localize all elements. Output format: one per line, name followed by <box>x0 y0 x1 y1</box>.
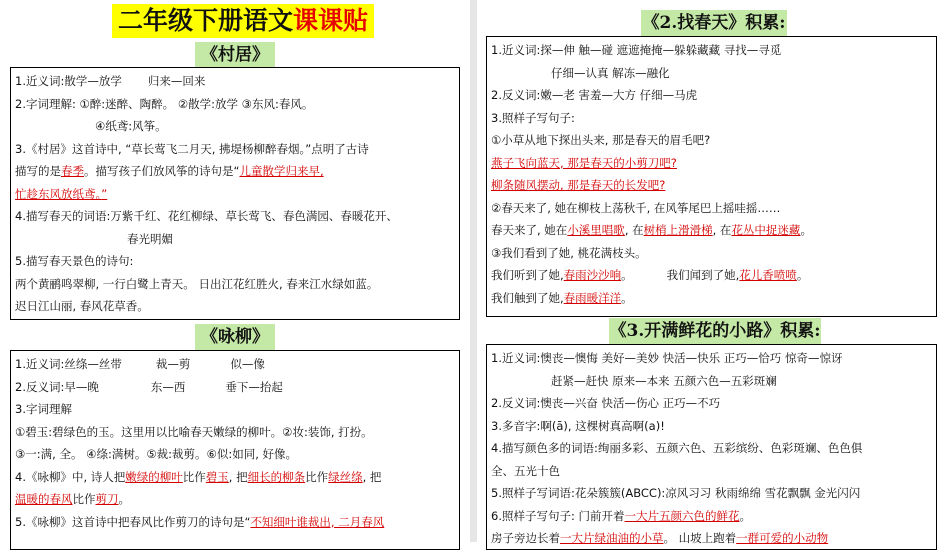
zct-line-10: ③我们看到了她, 桃花满枝头。 <box>491 245 647 260</box>
yongliu-line-5: ③一:满, 全。 ④绦:满树。⑤裁:裁剪。⑥似:如同, 好像。 <box>15 447 298 461</box>
cunju-line-11: 迟日江山丽, 春风花草香。 <box>15 299 149 313</box>
answer: 树梢上滑滑梯 <box>643 223 713 237</box>
right-page <box>477 0 947 545</box>
answer: 一大片绿油油的小草 <box>560 531 664 545</box>
zct-line-3: 2.反义词:嫩—老 害羞—大方 仔细—马虎 <box>491 88 698 102</box>
zct-line-1: 1.近义词:探—伸 触—碰 遮遮掩掩—躲躲藏藏 寻找—寻觅 <box>491 43 782 57</box>
answer: 忙趁东风放纸鸢。 <box>15 186 102 201</box>
answer: 一大片五颜六色的鲜花 <box>624 508 740 523</box>
text: , 在 <box>624 223 644 237</box>
answer: 嫩绿的柳叶 <box>125 469 183 484</box>
answer: 花儿香喷喷 <box>739 268 797 282</box>
zct-line-2: 仔细—认真 解冻—融化 <box>551 65 670 80</box>
cunju-line-10: 两个黄鹂鸣翠柳, 一行白鹭上青天。 日出江花红胜火, 春来江水绿如蓝。 <box>15 276 379 291</box>
answer: 小溪里唱歌 <box>567 223 625 237</box>
zhaochuntian-box <box>486 36 937 317</box>
answer: 燕子飞向蓝天, 那是春天的小剪刀吧? <box>491 155 677 170</box>
answer: 花丛中捉迷藏 <box>731 223 801 237</box>
xl-line-5: 4.描写颜色多的词语:绚丽多彩、五颜六色、五彩缤纷、色彩斑斓、色色俱 <box>491 441 863 455</box>
text: 我们触到了她, <box>491 290 564 305</box>
xiaolu-heading: 《3.开满鲜花的小路》积累: <box>609 318 821 344</box>
zct-line-5: ①小草从地下探出头来, 那是春天的眉毛吧? <box>491 133 711 147</box>
cunju-line-8: 春光明媚 <box>127 231 173 246</box>
cunju-line-5 <box>15 160 455 183</box>
answer: 温暖的春风 <box>15 492 73 506</box>
xl-line-6: 全、五光十色 <box>491 463 560 478</box>
xl-line-7: 5.照样子写词语:花朵簇簇(ABCC):凉风习习 秋雨绵绵 雪花飘飘 金光闪闪 <box>491 486 861 500</box>
answer: 绿丝绦 <box>328 469 363 484</box>
text: 。 <box>800 223 812 237</box>
text: , 把 <box>362 469 382 484</box>
zct-line-9 <box>491 219 932 242</box>
answer: 春季 <box>61 164 84 178</box>
yongliu-line-7 <box>15 488 455 511</box>
xl-line-2: 赶紧—赶快 原来—本来 五颜六色—五彩斑斓 <box>551 373 777 388</box>
title-highlight: 课课贴 <box>293 6 369 35</box>
page-gutter <box>470 0 477 542</box>
text: 比作 <box>182 469 206 484</box>
text: 1.近义词:丝绦—丝带 <box>15 357 122 371</box>
text: , 在 <box>712 223 732 237</box>
cunju-box <box>10 67 460 320</box>
answer: 剪刀 <box>95 492 119 506</box>
answer: 一群可爱的小动物 <box>736 531 829 545</box>
answer: ” <box>101 186 108 201</box>
text: 。 <box>621 290 633 305</box>
text: 裁—剪 <box>155 357 191 371</box>
cunju-line-3: ④纸鸢:风筝。 <box>95 119 167 133</box>
cunju-line-2: 2.字词理解: ①醉:迷醉、陶醉。 ②散学:放学 ③东风:春风。 <box>15 96 314 111</box>
answer: 春雨沙沙响 <box>563 268 622 282</box>
cunju-line-7: 4.描写春天的词语:万紫千红、花红柳绿、草长莺飞、春色满园、春暖花开、 <box>15 209 398 223</box>
document-title <box>112 4 374 38</box>
xl-line-3: 2.反义词:懊丧—兴奋 快活—伤心 正巧—不巧 <box>491 396 721 410</box>
text: 。描写孩子们放风筝的诗句是“ <box>84 164 240 178</box>
text: 。 山坡上跑着 <box>663 531 737 545</box>
yongliu-line-4: ①碧玉:碧绿色的玉。这里用以比喻春天嫩绿的柳叶。②妆:装饰, 打扮。 <box>15 424 373 439</box>
xiaolu-box <box>486 344 937 550</box>
text: 。 <box>796 268 809 282</box>
zct-line-11 <box>491 264 932 287</box>
xl-line-8 <box>491 505 932 528</box>
cunju-line-6 <box>15 183 455 206</box>
cunju-line-1 <box>15 70 455 93</box>
title-main: 二年级下册语文 <box>118 6 294 35</box>
zct-line-7 <box>491 174 932 197</box>
text: 。 <box>118 492 130 506</box>
text: 描写的是 <box>15 164 61 178</box>
answer: 碧玉 <box>205 469 229 484</box>
text: 东—西 <box>150 379 186 394</box>
answer: 春雨暖洋洋 <box>563 290 622 305</box>
zct-line-12 <box>491 287 932 310</box>
text: 2.反义词:早—晚 <box>15 379 99 394</box>
yongliu-line-2 <box>15 376 455 399</box>
cunju-line-9: 5.描写春天景色的诗句: <box>15 254 134 268</box>
zct-line-4: 3.照样子写句子: <box>491 110 575 125</box>
text: 似—像 <box>230 357 265 371</box>
xl-line-9 <box>491 527 932 550</box>
zct-line-6 <box>491 152 932 175</box>
text: 垂下—抬起 <box>225 379 283 394</box>
text: 6.照样子写句子: 门前开着 <box>491 508 625 523</box>
cunju-heading: 《村居》 <box>195 42 275 68</box>
xl-line-4: 3.多音字:啊(ā), 这棵树真高啊(a)! <box>491 418 665 433</box>
yongliu-box <box>10 350 460 550</box>
text: 比作 <box>72 492 96 506</box>
text: 4.《咏柳》中, 诗人把 <box>15 469 126 484</box>
text: 。 <box>621 268 633 282</box>
text: 归来—回来 <box>147 74 206 88</box>
text: 5.《咏柳》这首诗中把春风比作剪刀的诗句是“ <box>15 514 251 529</box>
answer: 柳条随风摆动, 那是春天的长发吧? <box>491 178 666 192</box>
answer: 细长的柳条 <box>247 469 306 484</box>
text: 我们闻到了她, <box>666 268 740 282</box>
cunju-line-4: 3.《村居》这首诗中, “草长莺飞二月天, 拂堤杨柳醉春烟。”点明了古诗 <box>15 141 369 156</box>
text: 房子旁边长着 <box>491 531 560 545</box>
text: , 把 <box>228 469 248 484</box>
yongliu-heading: 《咏柳》 <box>195 324 275 350</box>
text: 比作 <box>305 469 329 484</box>
answer: 不知细叶谁裁出, 二月春风 <box>250 514 385 529</box>
yongliu-line-8 <box>15 511 455 534</box>
left-page <box>0 0 470 542</box>
text: 春天来了, 她在 <box>491 223 568 237</box>
text: 。 <box>739 508 752 523</box>
answer: 儿童散学归来早, <box>239 164 324 178</box>
yongliu-line-3: 3.字词理解 <box>15 402 72 416</box>
text: 1.近义词:散学—放学 <box>15 74 122 88</box>
xl-line-1: 1.近义词:懊丧—懊悔 美好—美妙 快活—快乐 正巧—恰巧 惊奇—惊讶 <box>491 351 843 365</box>
zct-line-8: ②春天来了, 她在柳枝上荡秋千, 在风筝尾巴上摇哇摇…… <box>491 200 781 215</box>
yongliu-line-1 <box>15 353 455 376</box>
zhaochuntian-heading: 《2.找春天》积累: <box>641 10 787 36</box>
yongliu-line-6 <box>15 466 455 489</box>
text: 我们听到了她, <box>491 268 564 282</box>
